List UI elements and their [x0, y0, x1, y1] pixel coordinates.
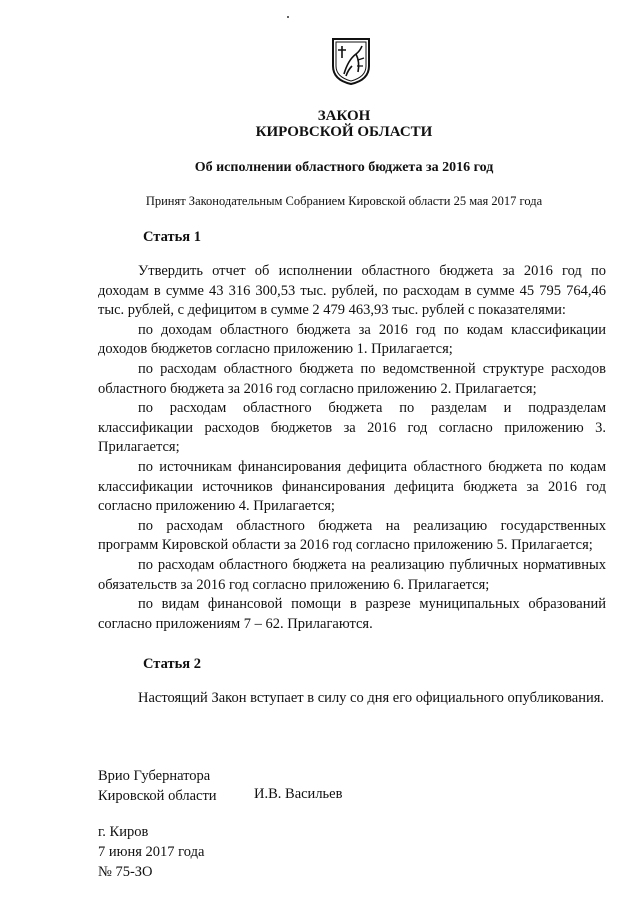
- law-subject: Об исполнении областного бюджета за 2016 год: [194, 160, 494, 175]
- footer-date: 7 июня 2017 года: [98, 844, 205, 860]
- article-1-paragraph: по доходам областного бюджета за 2016 год по кодам классификации доходов бюджетов согласно приложению 1. Прилагается;: [98, 321, 606, 358]
- article-1-paragraph: по видам финансовой помощи в разрезе муниципальных образований согласно приложениям 7 – 62. Прилагаются.: [98, 596, 606, 632]
- article-2-heading: Статья 2: [143, 656, 201, 672]
- article-2-body: [98, 689, 606, 709]
- article-1-body: [98, 262, 606, 634]
- signatory-position: [98, 766, 217, 806]
- position-line: Кировской области: [98, 788, 217, 804]
- article-1-paragraph: по источникам финансирования дефицита областного бюджета по кодам классификации источников финансирования дефицита бюджета за 2016 год согласно приложению 4. Прилагается;: [98, 458, 606, 515]
- article-1-paragraph: Утвердить отчет об исполнении областного бюджета за 2016 год по доходам в сумме 43 316 300,53 тыс. рублей, по расходам в сумме 45 795 764,46 тыс. рублей, с дефицитом в сумме 2 479 463,93 тыс. рублей с показателями:: [98, 263, 606, 319]
- article-1-paragraph: по расходам областного бюджета на реализацию публичных нормативных обязательств за 2016 год согласно приложению 6. Прилагается;: [98, 556, 606, 593]
- signatory-name: И.В. Васильев: [254, 786, 343, 802]
- adoption-note: Принят Законодательным Собранием Кировской области 25 мая 2017 года: [145, 194, 543, 208]
- article-1-paragraph: по расходам областного бюджета по разделам и подразделам классификации расходов бюджетов за 2016 год согласно приложению 3. Прилагается;: [98, 400, 606, 456]
- article-2-paragraph: Настоящий Закон вступает в силу со дня его официального опубликования.: [138, 690, 605, 706]
- region-name: КИРОВСКОЙ ОБЛАСТИ: [255, 124, 433, 140]
- article-1-paragraph: по расходам областного бюджета по ведомственной структуре расходов областного бюджета за 2016 год согласно приложению 2. Прилагается;: [98, 360, 606, 397]
- scan-speck: [287, 16, 289, 18]
- footer-city: г. Киров: [98, 824, 149, 840]
- article-1-heading: Статья 1: [143, 229, 201, 245]
- law-footer: [98, 822, 204, 882]
- coat-of-arms-icon: [330, 36, 372, 86]
- position-line: Врио Губернатора: [98, 768, 211, 784]
- article-1-paragraph: по расходам областного бюджета на реализацию государственных программ Кировской области за 2016 год согласно приложению 5. Прилагается;: [98, 517, 606, 554]
- footer-number: № 75-ЗО: [98, 864, 153, 880]
- law-label: ЗАКОН: [317, 108, 371, 124]
